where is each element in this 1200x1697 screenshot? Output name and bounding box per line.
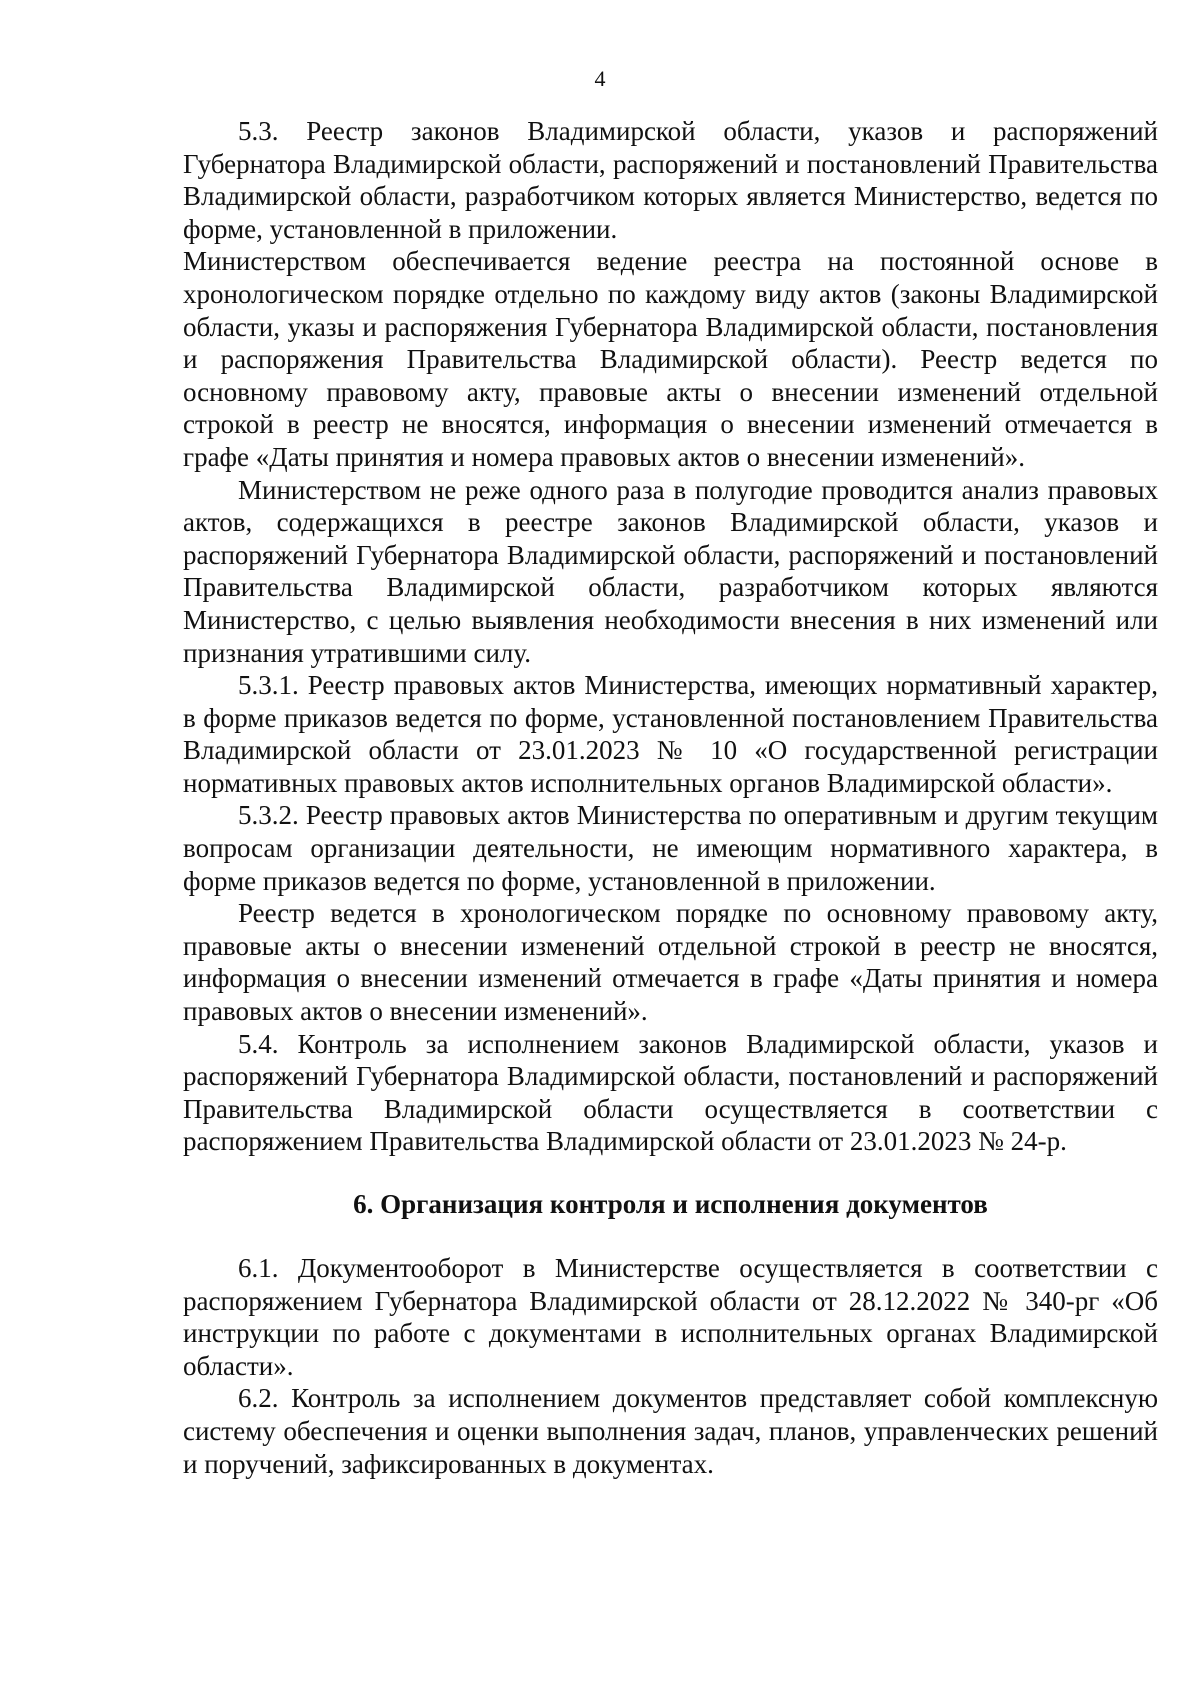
paragraph-5-3: 5.3. Реестр законов Владимирской области, указов и распоряжений Губернатора Владимирской области, распоряжений и постановлений Правительства Владимирской области, разработчиком которых является Министерство, ведется по форме, установленной в приложении.	[183, 116, 1158, 244]
paragraph-6-2: 6.2. Контроль за исполнением документов представляет собой комплексную систему обеспечения и оценки выполнения задач, планов, управленческих решений и поручений, зафиксированных в документах.	[183, 1383, 1158, 1479]
page-number: 4	[594, 66, 606, 91]
paragraph-5-3-2: 5.3.2. Реестр правовых актов Министерства по оперативным и другим текущим вопросам организации деятельности, не имеющим нормативного характера, в форме приказов ведется по форме, установленной в приложении.	[183, 800, 1158, 896]
paragraph-registry-chronological: Реестр ведется в хронологическом порядке по основному правовому акту, правовые акты о внесении изменений отдельной строкой в реестр не вносятся, информация о внесении изменений отмечается в графе «Даты принятия и номера правовых актов о внесении изменений».	[183, 898, 1158, 1027]
section-6-heading: 6. Организация контроля и исполнения документов	[353, 1189, 988, 1219]
paragraph-registry-analysis: Министерством не реже одного раза в полугодие проводится анализ правовых актов, содержащихся в реестре законов Владимирской области, указов и распоряжений Губернатора Владимирской области, распоряжений и постановлений Правительства Владимирской области, разработчиком которых являются Министерство, с целью выявления необходимости внесения в них изменений или признания утратившими силу.	[183, 474, 1158, 668]
document-body	[183, 115, 1158, 1480]
paragraph-registry-maintenance: Министерством обеспечивается ведение реестра на постоянной основе в хронологическом порядке отдельно по каждому виду актов (законы Владимирской области, указы и распоряжения Губернатора Владимирской области, постановления и распоряжения Правительства Владимирской области). Реестр ведется по основному правовому акту, правовые акты о внесении изменений отдельной строкой в реестр не вносятся, информация о внесении изменений отмечается в графе «Даты принятия и номера правовых актов о внесении изменений».	[183, 246, 1158, 472]
paragraph-6-1: 6.1. Документооборот в Министерстве осуществляется в соответствии с распоряжением Губернатора Владимирской области от 28.12.2022 № 340-рг «Об инструкции по работе с документами в исполнительных органах Владимирской области».	[183, 1253, 1158, 1381]
paragraph-5-4: 5.4. Контроль за исполнением законов Владимирской области, указов и распоряжений Губернатора Владимирской области, постановлений и распоряжений Правительства Владимирской области осуществляется в соответствии с распоряжением Правительства Владимирской области от 23.01.2023 № 24-р.	[183, 1028, 1158, 1157]
paragraph-5-3-1: 5.3.1. Реестр правовых актов Министерства, имеющих нормативный характер, в форме приказов ведется по форме, установленной постановлением Правительства Владимирской области от 23.01.2023 № 10 «О государственной регистрации нормативных правовых актов исполнительных органов Владимирской области».	[183, 670, 1158, 798]
